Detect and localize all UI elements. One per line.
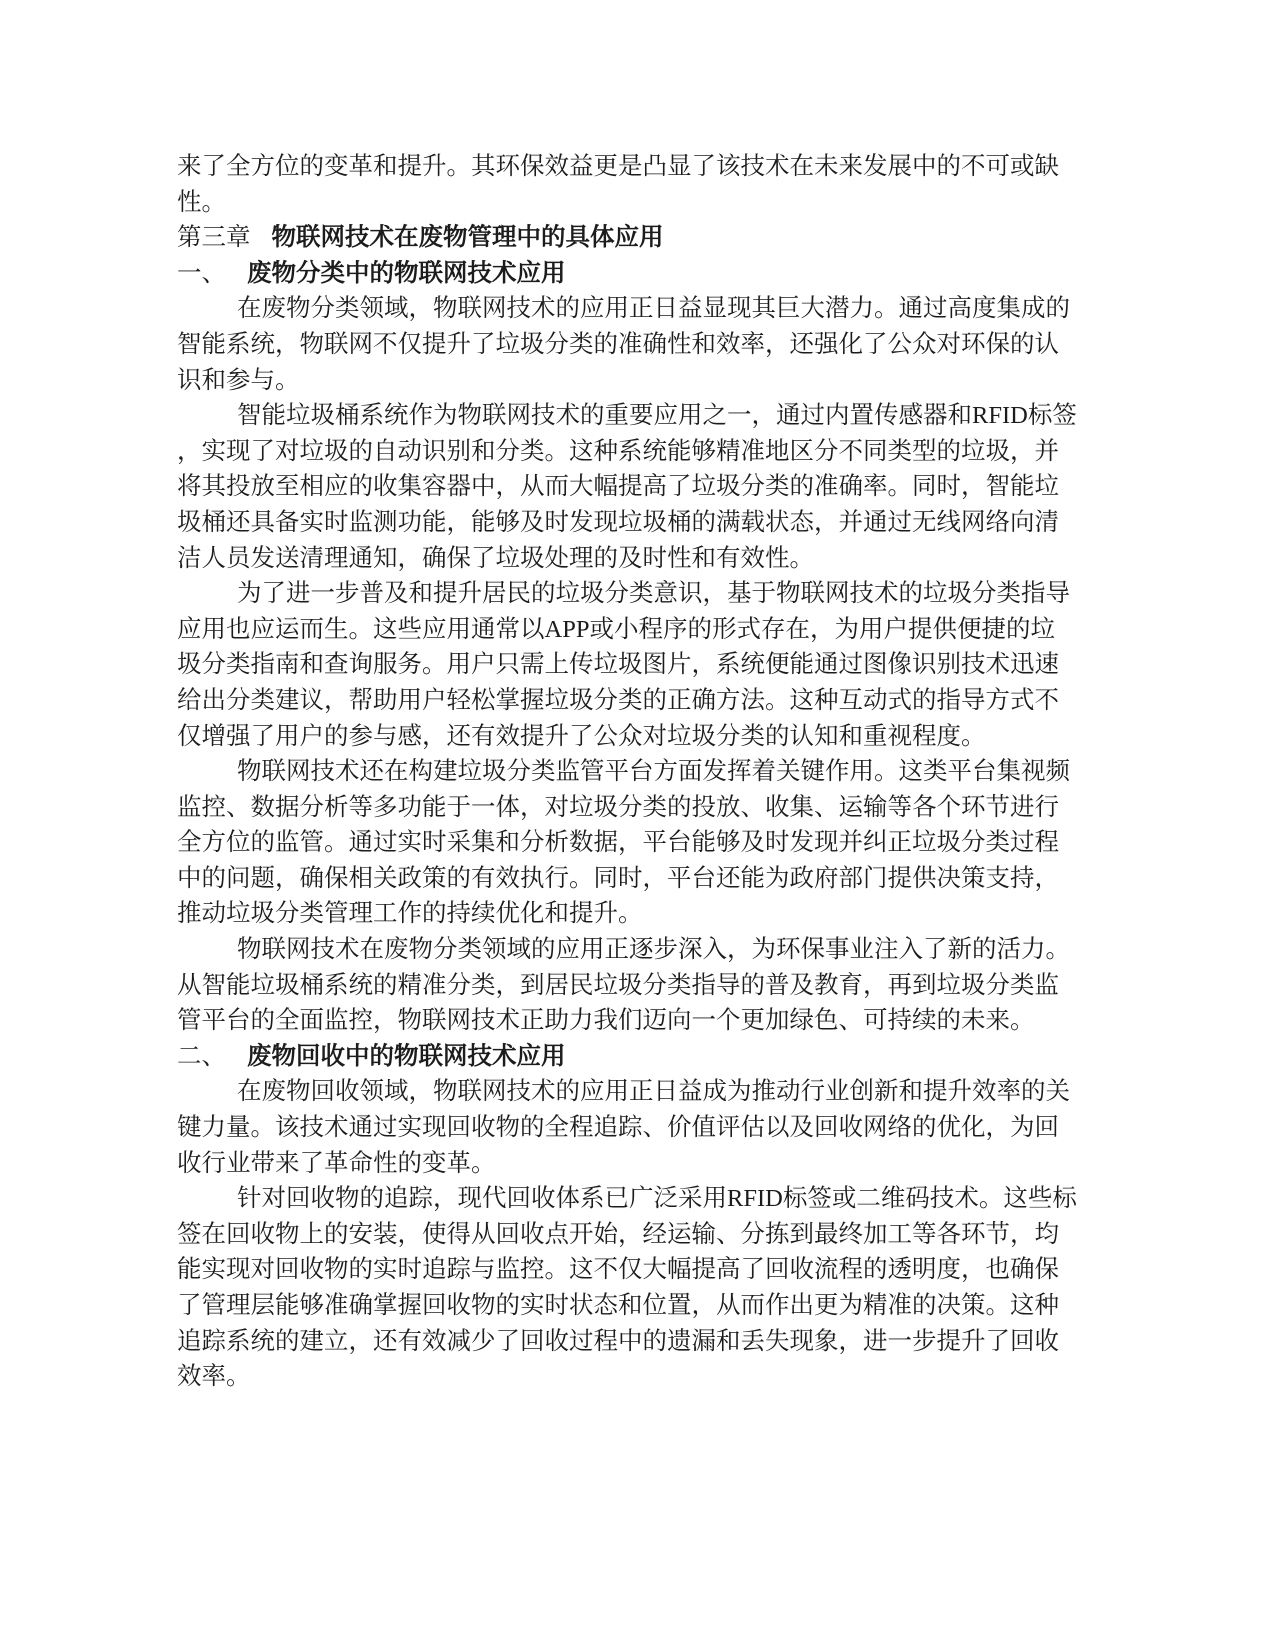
text-line: 推动垃圾分类管理工作的持续优化和提升。 (177, 900, 643, 928)
heading-title: 废物分类中的物联网技术应用 (247, 259, 566, 287)
text-line: 性。 (177, 188, 226, 216)
text-line: 管平台的全面监控，物联网技术正助力我们迈向一个更加绿色、可持续的未来。 (177, 1007, 1035, 1035)
text-line: 在废物回收领域，物联网技术的应用正日益成为推动行业创新和提升效率的关 (237, 1078, 1070, 1106)
text-line: 从智能垃圾桶系统的精准分类，到居民垃圾分类指导的普及教育，再到垃圾分类监 (177, 971, 1059, 999)
text-line: ，实现了对垃圾的自动识别和分类。这种系统能够精准地区分不同类型的垃圾，并 (177, 437, 1059, 465)
text-line: 键力量。该技术通过实现回收物的全程追踪、价值评估以及回收网络的优化，为回 (177, 1114, 1059, 1142)
text-line: 签在回收物上的安装，使得从回收点开始，经运输、分拣到最终加工等各环节，均 (177, 1220, 1059, 1248)
text-line: 为了进一步普及和提升居民的垃圾分类意识，基于物联网技术的垃圾分类指导 (237, 580, 1070, 608)
text-line: 将其投放至相应的收集容器中，从而大幅提高了垃圾分类的准确率。同时，智能垃 (177, 473, 1059, 501)
section-heading (177, 256, 1077, 292)
heading-title: 物联网技术在废物管理中的具体应用 (271, 224, 664, 252)
text-line: 来了全方位的变革和提升。其环保效益更是凸显了该技术在未来发展中的不可或缺 (177, 153, 1059, 180)
text-line: 在废物分类领域，物联网技术的应用正日益显现其巨大潜力。通过高度集成的 (237, 295, 1070, 323)
text-line: 智能系统，物联网不仅提升了垃圾分类的准确性和效率，还强化了公众对环保的认 (177, 330, 1059, 358)
text-line: 针对回收物的追踪，现代回收体系已广泛采用RFID标签或二维码技术。这些标 (237, 1185, 1077, 1213)
text-line: 监控、数据分析等多功能于一体，对垃圾分类的投放、收集、运输等各个环节进行 (177, 793, 1059, 821)
heading-label: 一、 (177, 259, 226, 287)
text-line: 追踪系统的建立，还有效减少了回收过程中的遗漏和丢失现象，进一步提升了回收 (177, 1327, 1059, 1355)
heading-label: 第三章 (177, 224, 251, 252)
text-line: 仅增强了用户的参与感，还有效提升了公众对垃圾分类的认知和重视程度。 (177, 722, 986, 750)
heading-title: 废物回收中的物联网技术应用 (247, 1042, 566, 1070)
chapter-heading (177, 220, 1077, 256)
text-line: 中的问题，确保相关政策的有效执行。同时，平台还能为政府部门提供决策支持， (177, 864, 1059, 892)
heading-label: 二、 (177, 1042, 226, 1070)
section-heading (177, 1039, 1077, 1075)
text-line: 了管理层能够准确掌握回收物的实时状态和位置，从而作出更为精准的决策。这种 (177, 1292, 1059, 1319)
text-line: 效率。 (177, 1363, 251, 1391)
text-line: 圾桶还具备实时监测功能，能够及时发现垃圾桶的满载状态，并通过无线网络向清 (177, 508, 1059, 536)
text-line: 洁人员发送清理通知，确保了垃圾处理的及时性和有效性。 (177, 544, 814, 572)
text-line: 圾分类指南和查询服务。用户只需上传垃圾图片，系统便能通过图像识别技术迅速 (177, 651, 1059, 679)
text-line: 物联网技术还在构建垃圾分类监管平台方面发挥着关键作用。这类平台集视频 (237, 758, 1070, 786)
text-line: 收行业带来了革命性的变革。 (177, 1149, 496, 1177)
text-line: 给出分类建议，帮助用户轻松掌握垃圾分类的正确方法。这种互动式的指导方式不 (177, 686, 1059, 714)
text-line: 物联网技术在废物分类领域的应用正逐步深入，为环保事业注入了新的活力。 (237, 936, 1070, 964)
text-line: 能实现对回收物的实时追踪与监控。这不仅大幅提高了回收流程的透明度，也确保 (177, 1256, 1059, 1284)
document-body (177, 149, 1077, 1395)
text-line: 应用也应运而生。这些应用通常以APP或小程序的形式存在，为用户提供便捷的垃 (177, 615, 1055, 643)
text-line: 智能垃圾桶系统作为物联网技术的重要应用之一，通过内置传感器和RFID标签 (237, 402, 1077, 430)
text-line: 全方位的监管。通过实时采集和分析数据，平台能够及时发现并纠正垃圾分类过程 (177, 829, 1059, 857)
text-line: 识和参与。 (177, 366, 300, 394)
